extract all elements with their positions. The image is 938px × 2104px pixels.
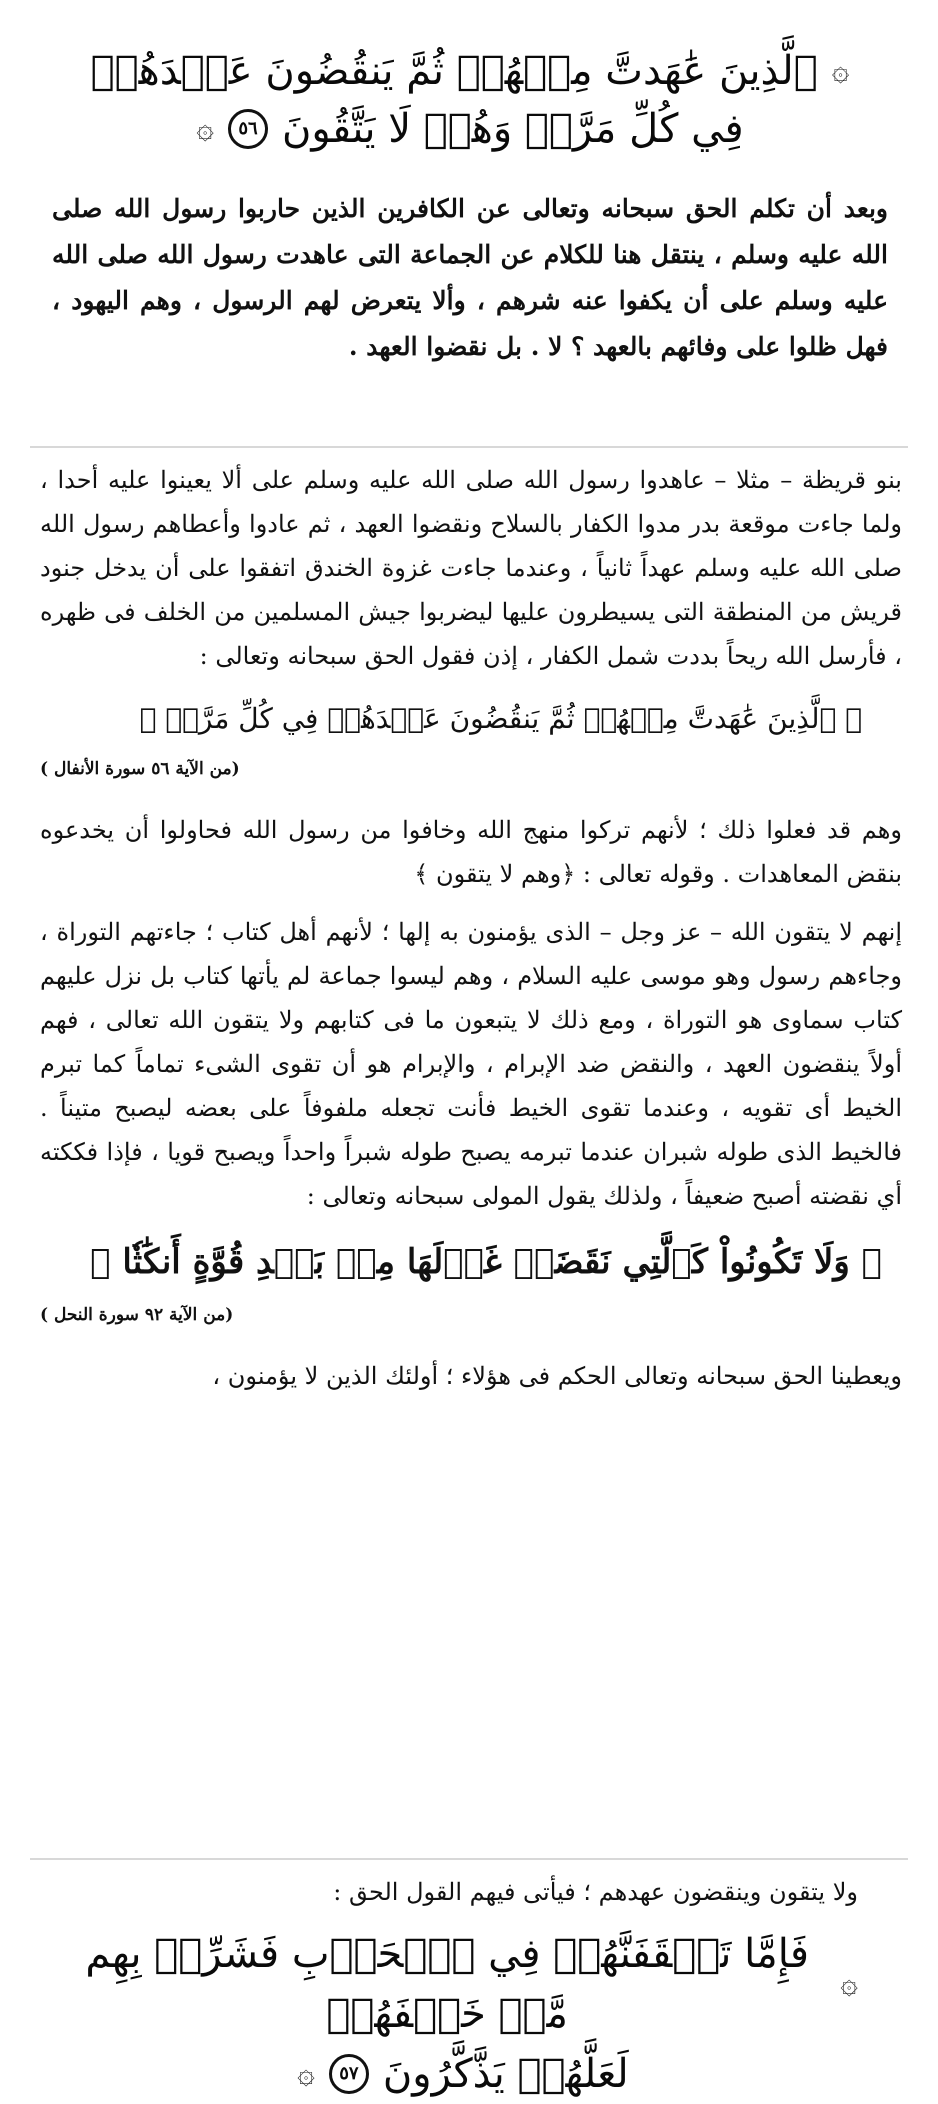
segment-ayah-57 <box>68 1870 858 2104</box>
commentary-paragraph: بنو قريظة – مثلا – عاهدوا رسول الله صلى الله عليه وسلم على ألا يعينوا عليه أحدا ، ولما جاءت موقعة بدر مدوا الكفار بالسلاح ونقضوا العهد ، ثم عادوا وأعطاهم رسول الله صلى الله عليه وسلم عهداً ثانياً ، وعندما جاءت غزوة الخندق اتفقوا على أن يدخل جنود قريش من المنطقة التى يسيطرون عليها ليضربوا جيش المسلمين من الخلف فى ظهره ، فأرسل الله ريحاً بددت شمل الكفار ، إذن فقول الحق سبحانه وتعالى : <box>40 466 902 670</box>
verse-line <box>91 42 850 100</box>
verse-line <box>68 1924 858 2044</box>
ayah-number-badge: ٥٧ <box>329 2054 369 2094</box>
commentary-paragraph: ولا يتقون وينقضون عهدهم ؛ فيأتى فيهم القول الحق : <box>333 1878 858 1906</box>
segment-ayah-56 <box>52 42 888 370</box>
commentary-paragraph: وبعد أن تكلم الحق سبحانه وتعالى عن الكافرين الذين حاربوا رسول الله صلى الله عليه وسلم ، ينتقل هنا للكلام عن الجماعة التى عاهدت رسول الله صلى الله عليه وسلم على أن يكفوا عنه شرهم ، وألا يتعرض لهم الرسول ، وهم اليهود ، فهل ظلوا على وفائهم بالعهد ؟ لا . بل نقضوا العهد . <box>52 194 888 361</box>
verse-text: ٱلَّذِينَ عَٰهَدتَّ مِنۡهُمۡ ثُمَّ يَنقُضُونَ عَهۡدَهُمۡ <box>90 48 818 94</box>
verse-text: فِي كُلِّ مَرَّةٖ وَهُمۡ لَا يَتَّقُونَ <box>282 106 744 152</box>
quran-verse-57 <box>68 1924 858 2104</box>
commentary-paragraph: وهم قد فعلوا ذلك ؛ لأنهم تركوا منهج الله وخافوا من رسول الله فحاولوا أن يخدعوه بنقض المعاهدات . وقوله تعالى : ﴿وهم لا يتقون ﴾ <box>40 816 902 888</box>
verse-reference: (من الآية ٥٦ سورة الأنفال ) <box>40 759 240 779</box>
quran-verse-56 <box>52 42 888 158</box>
segment-divider <box>30 1858 908 1860</box>
verse-end-ornament-icon: ۞ <box>196 111 214 146</box>
commentary-paragraph: إنهم لا يتقون الله – عز وجل – الذى يؤمنون به إلها ؛ لأنهم أهل كتاب ؛ جاءتهم التوراة ، وجاءهم رسول وهو موسى عليه السلام ، وهم ليسوا جماعة لم يأتها كتاب بل نزل عليهم كتاب سماوى هو التوراة ، ومع ذلك لا يتبعون ما فى كتابهم ولا يتقون الله تعالى ، فهم أولاً ينقضون العهد ، والنقض ضد الإبرام ، والإبرام هو أن تقوى الشىء تماماً كما تبرم الخيط أى تقويه ، وعندما تقوى الخيط فأنت تجعله ملفوفاً على بعضه ليصبح متيناً . فالخيط الذى طوله شبران عندما تبرمه يصبح طوله شبراً واحداً ويصبح قويا ، فإذا فككته أي نقضته أصبح ضعيفاً ، ولذلك يقول المولى سبحانه وتعالى : <box>40 918 903 1210</box>
verse-reference: (من الآية ٩٢ سورة النحل ) <box>40 1305 234 1325</box>
verse-line <box>297 2044 628 2104</box>
segment-divider <box>30 446 908 448</box>
commentary-paragraph: ويعطينا الحق سبحانه وتعالى الحكم فى هؤلاء ؛ أولئك الذين لا يؤمنون ، <box>212 1362 902 1390</box>
verse-end-ornament-icon: ۞ <box>297 2056 315 2091</box>
verse-start-ornament-icon: ۞ <box>840 1966 858 2001</box>
ayah-number-badge: ٥٦ <box>228 109 268 149</box>
verse-text: فَإِمَّا تَثۡقَفَنَّهُمۡ فِي ٱلۡحَرۡبِ فَشَرِّدۡ بِهِم مَّنۡ خَلۡفَهُمۡ <box>85 1931 810 2037</box>
segment-commentary <box>40 458 902 1398</box>
verse-start-ornament-icon: ۞ <box>831 53 850 88</box>
quoted-verse: ﴿ وَلَا تَكُونُواْ كَٱلَّتِي نَقَضَتۡ غَزۡلَهَا مِنۢ بَعۡدِ قُوَّةٍ أَنكَٰثٗا ﴾ <box>90 1242 882 1282</box>
verse-text: لَعَلَّهُمۡ يَذَّكَّرُونَ <box>382 2051 629 2097</box>
quoted-verse: ﴿ ٱلَّذِينَ عَٰهَدتَّ مِنۡهُمۡ ثُمَّ يَنقُضُونَ عَهۡدَهُمۡ فِي كُلِّ مَرَّةٖ ﴾ <box>139 702 862 735</box>
verse-line <box>196 100 743 158</box>
